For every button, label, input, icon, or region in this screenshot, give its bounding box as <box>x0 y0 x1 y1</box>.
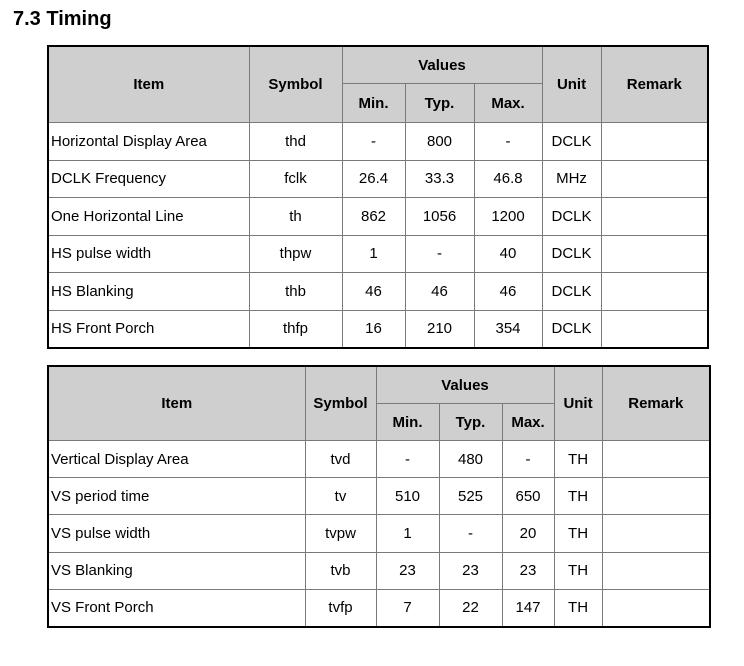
table-row <box>48 160 708 198</box>
cell-max: 40 <box>474 235 542 273</box>
table-row <box>48 515 710 552</box>
cell-min: 16 <box>342 310 405 348</box>
cell-remark <box>602 478 710 515</box>
cell-min: 7 <box>376 589 439 627</box>
header-max: Max. <box>474 84 542 123</box>
vertical-timing-rows <box>48 441 710 627</box>
cell-unit: DCLK <box>542 273 601 311</box>
cell-remark <box>602 552 710 589</box>
header-item: Item <box>48 46 249 123</box>
cell-unit: DCLK <box>542 310 601 348</box>
cell-unit: TH <box>554 589 602 627</box>
cell-max: 147 <box>502 589 554 627</box>
cell-item: Vertical Display Area <box>48 441 305 478</box>
header-symbol: Symbol <box>305 366 376 441</box>
header-min: Min. <box>376 404 439 441</box>
table-row <box>48 441 710 478</box>
cell-unit: TH <box>554 478 602 515</box>
cell-symbol: th <box>249 198 342 236</box>
cell-item: VS Front Porch <box>48 589 305 627</box>
cell-unit: DCLK <box>542 235 601 273</box>
cell-item: VS period time <box>48 478 305 515</box>
cell-typ: 22 <box>439 589 502 627</box>
cell-min: - <box>342 123 405 161</box>
cell-remark <box>602 441 710 478</box>
cell-max: 1200 <box>474 198 542 236</box>
cell-typ: 33.3 <box>405 160 474 198</box>
cell-symbol: tvb <box>305 552 376 589</box>
header-values: Values <box>342 46 542 84</box>
cell-item: HS Blanking <box>48 273 249 311</box>
cell-item: HS Front Porch <box>48 310 249 348</box>
cell-min: 510 <box>376 478 439 515</box>
table-row <box>48 478 710 515</box>
header-typ: Typ. <box>405 84 474 123</box>
cell-symbol: thpw <box>249 235 342 273</box>
cell-symbol: tvfp <box>305 589 376 627</box>
cell-max: - <box>474 123 542 161</box>
table-row <box>48 235 708 273</box>
cell-typ: 800 <box>405 123 474 161</box>
cell-typ: - <box>439 515 502 552</box>
section-title: 7.3 Timing <box>13 8 112 30</box>
cell-max: - <box>502 441 554 478</box>
cell-typ: - <box>405 235 474 273</box>
cell-typ: 1056 <box>405 198 474 236</box>
cell-symbol: thd <box>249 123 342 161</box>
table-row <box>48 123 708 161</box>
cell-symbol: tv <box>305 478 376 515</box>
cell-remark <box>601 160 708 198</box>
cell-item: Horizontal Display Area <box>48 123 249 161</box>
cell-symbol: tvd <box>305 441 376 478</box>
cell-remark <box>601 123 708 161</box>
cell-remark <box>601 273 708 311</box>
cell-min: 23 <box>376 552 439 589</box>
cell-unit: TH <box>554 552 602 589</box>
cell-remark <box>601 310 708 348</box>
header-typ: Typ. <box>439 404 502 441</box>
cell-remark <box>601 235 708 273</box>
cell-symbol: tvpw <box>305 515 376 552</box>
cell-typ: 210 <box>405 310 474 348</box>
cell-item: VS pulse width <box>48 515 305 552</box>
cell-max: 354 <box>474 310 542 348</box>
cell-min: 26.4 <box>342 160 405 198</box>
header-values: Values <box>376 366 554 404</box>
cell-typ: 23 <box>439 552 502 589</box>
table-row <box>48 589 710 627</box>
table-row <box>48 310 708 348</box>
cell-typ: 525 <box>439 478 502 515</box>
header-max: Max. <box>502 404 554 441</box>
cell-symbol: fclk <box>249 160 342 198</box>
cell-remark <box>602 589 710 627</box>
cell-max: 46.8 <box>474 160 542 198</box>
header-remark: Remark <box>602 366 710 441</box>
cell-unit: DCLK <box>542 123 601 161</box>
header-unit: Unit <box>554 366 602 441</box>
cell-typ: 46 <box>405 273 474 311</box>
cell-symbol: thfp <box>249 310 342 348</box>
cell-max: 650 <box>502 478 554 515</box>
cell-max: 23 <box>502 552 554 589</box>
header-symbol: Symbol <box>249 46 342 123</box>
cell-remark <box>601 198 708 236</box>
cell-item: DCLK Frequency <box>48 160 249 198</box>
cell-item: VS Blanking <box>48 552 305 589</box>
cell-remark <box>602 515 710 552</box>
cell-symbol: thb <box>249 273 342 311</box>
cell-typ: 480 <box>439 441 502 478</box>
cell-min: 862 <box>342 198 405 236</box>
cell-unit: MHz <box>542 160 601 198</box>
cell-unit: TH <box>554 515 602 552</box>
vertical-timing-table <box>47 365 711 628</box>
cell-min: 1 <box>342 235 405 273</box>
cell-item: HS pulse width <box>48 235 249 273</box>
cell-item: One Horizontal Line <box>48 198 249 236</box>
cell-max: 46 <box>474 273 542 311</box>
horizontal-timing-rows <box>48 123 708 349</box>
table-row <box>48 198 708 236</box>
cell-min: 46 <box>342 273 405 311</box>
table-row <box>48 552 710 589</box>
cell-unit: DCLK <box>542 198 601 236</box>
table-row <box>48 273 708 311</box>
horizontal-timing-table <box>47 45 709 349</box>
header-remark: Remark <box>601 46 708 123</box>
cell-min: - <box>376 441 439 478</box>
cell-min: 1 <box>376 515 439 552</box>
cell-max: 20 <box>502 515 554 552</box>
header-min: Min. <box>342 84 405 123</box>
header-item: Item <box>48 366 305 441</box>
header-unit: Unit <box>542 46 601 123</box>
cell-unit: TH <box>554 441 602 478</box>
